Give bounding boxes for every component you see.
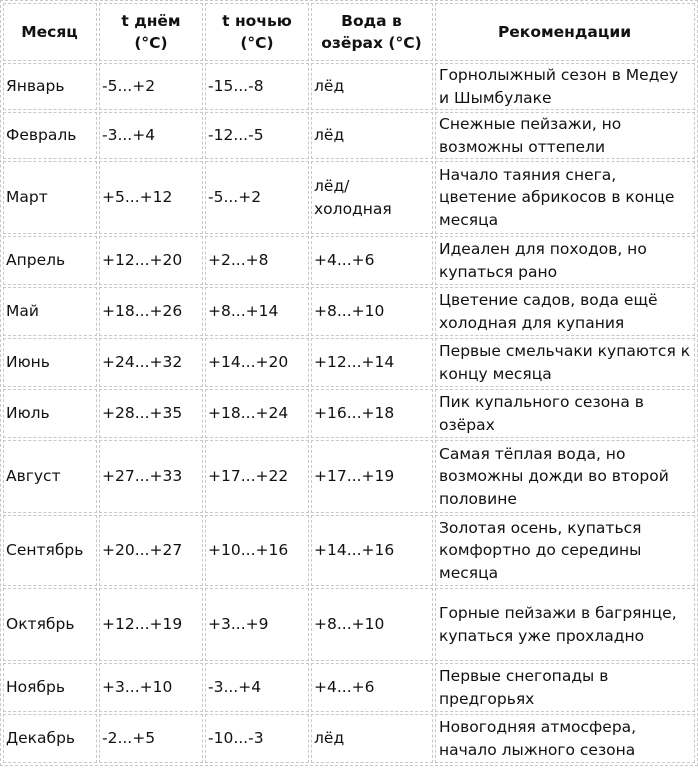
recommendation-cell: Пик купального сезона в озёрах: [435, 389, 695, 438]
recommendation-cell: Новогодняя атмосфера, начало лыжного сезона: [435, 714, 695, 763]
day-temp-cell: -3...+4: [99, 112, 203, 159]
table-row: [3, 714, 695, 763]
water-temp-cell: +12...+14: [311, 338, 433, 387]
recommendation-cell: Золотая осень, купаться комфортно до середины месяца: [435, 515, 695, 586]
night-temp-cell: +3...+9: [205, 588, 309, 661]
recommendation-cell: Начало таяния снега, цветение абрикосов в конце месяца: [435, 161, 695, 234]
month-cell: Октябрь: [3, 588, 97, 661]
month-cell: Март: [3, 161, 97, 234]
header-water-temp: Вода в озёрах (°C): [311, 3, 433, 61]
month-cell: Май: [3, 287, 97, 336]
month-cell: Апрель: [3, 236, 97, 285]
recommendation-cell: Первые смельчаки купаются к концу месяца: [435, 338, 695, 387]
water-temp-cell: лёд/ холодная: [311, 161, 433, 234]
table-row: [3, 161, 695, 234]
month-cell: Январь: [3, 63, 97, 110]
night-temp-cell: -15...-8: [205, 63, 309, 110]
month-cell: Сентябрь: [3, 515, 97, 586]
night-temp-cell: +14...+20: [205, 338, 309, 387]
month-cell: Ноябрь: [3, 663, 97, 712]
water-temp-cell: лёд: [311, 112, 433, 159]
header-month: Месяц: [3, 3, 97, 61]
month-cell: Август: [3, 440, 97, 513]
water-temp-cell: +4...+6: [311, 663, 433, 712]
recommendation-cell: Горнолыжный сезон в Медеу и Шымбулаке: [435, 63, 695, 110]
month-cell: Июль: [3, 389, 97, 438]
night-temp-cell: -10...-3: [205, 714, 309, 763]
night-temp-cell: +8...+14: [205, 287, 309, 336]
night-temp-cell: -3...+4: [205, 663, 309, 712]
water-temp-cell: лёд: [311, 63, 433, 110]
recommendation-cell: Самая тёплая вода, но возможны дожди во второй половине: [435, 440, 695, 513]
header-row: [3, 3, 695, 61]
day-temp-cell: -2...+5: [99, 714, 203, 763]
table-row: [3, 338, 695, 387]
water-temp-cell: лёд: [311, 714, 433, 763]
night-temp-cell: +10...+16: [205, 515, 309, 586]
water-temp-cell: +8...+10: [311, 588, 433, 661]
table-row: [3, 389, 695, 438]
table-row: [3, 112, 695, 159]
water-temp-cell: +16...+18: [311, 389, 433, 438]
header-recommendations: Рекомендации: [435, 3, 695, 61]
day-temp-cell: +24...+32: [99, 338, 203, 387]
day-temp-cell: +5...+12: [99, 161, 203, 234]
water-temp-cell: +8...+10: [311, 287, 433, 336]
month-cell: Декабрь: [3, 714, 97, 763]
day-temp-cell: +28...+35: [99, 389, 203, 438]
table-row: [3, 663, 695, 712]
recommendation-cell: Первые снегопады в предгорьях: [435, 663, 695, 712]
recommendation-cell: Цветение садов, вода ещё холодная для купания: [435, 287, 695, 336]
table-row: [3, 588, 695, 661]
day-temp-cell: +20...+27: [99, 515, 203, 586]
water-temp-cell: +17...+19: [311, 440, 433, 513]
day-temp-cell: +12...+19: [99, 588, 203, 661]
recommendation-cell: Идеален для походов, но купаться рано: [435, 236, 695, 285]
night-temp-cell: +2...+8: [205, 236, 309, 285]
water-temp-cell: +4...+6: [311, 236, 433, 285]
water-temp-cell: +14...+16: [311, 515, 433, 586]
month-cell: Февраль: [3, 112, 97, 159]
day-temp-cell: -5...+2: [99, 63, 203, 110]
table-row: [3, 236, 695, 285]
day-temp-cell: +27...+33: [99, 440, 203, 513]
day-temp-cell: +18...+26: [99, 287, 203, 336]
table-row: [3, 287, 695, 336]
day-temp-cell: +3...+10: [99, 663, 203, 712]
table-row: [3, 515, 695, 586]
night-temp-cell: -12...-5: [205, 112, 309, 159]
table-row: [3, 63, 695, 110]
night-temp-cell: +17...+22: [205, 440, 309, 513]
night-temp-cell: -5...+2: [205, 161, 309, 234]
day-temp-cell: +12...+20: [99, 236, 203, 285]
recommendation-cell: Снежные пейзажи, но возможны оттепели: [435, 112, 695, 159]
recommendation-cell: Горные пейзажи в багрянце, купаться уже прохладно: [435, 588, 695, 661]
header-night-temp: t ночью (°C): [205, 3, 309, 61]
month-cell: Июнь: [3, 338, 97, 387]
night-temp-cell: +18...+24: [205, 389, 309, 438]
header-day-temp: t днём (°C): [99, 3, 203, 61]
table-row: [3, 440, 695, 513]
